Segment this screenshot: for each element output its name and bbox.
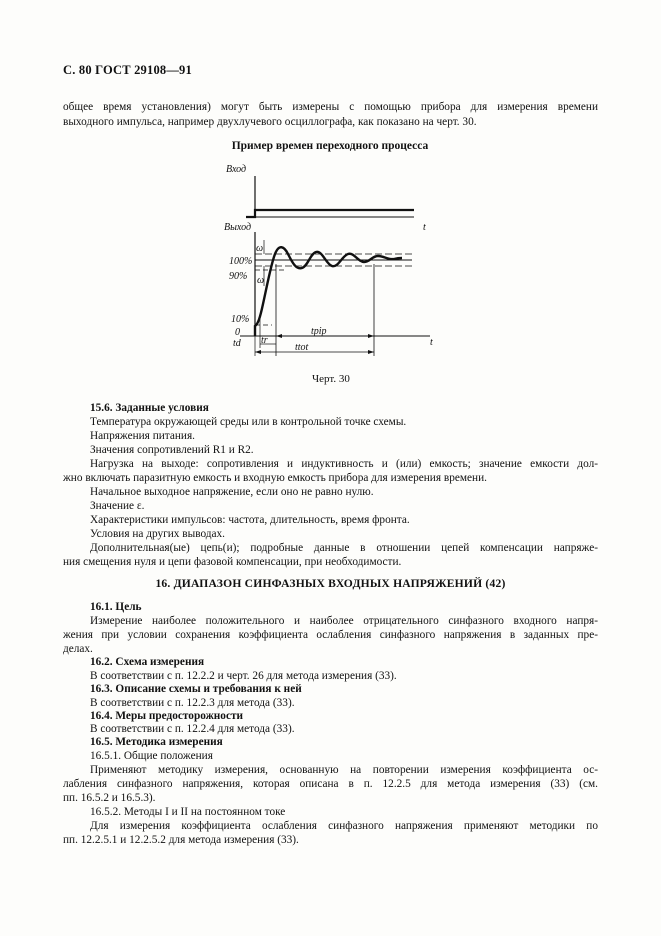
s15-6-line: жно включать паразитную емкость и входную емкость прибора для измерения времени.	[63, 472, 487, 484]
label-90: 90%	[229, 271, 248, 282]
s16-1-title: 16.1. Цель	[90, 601, 142, 613]
input-step	[246, 210, 414, 217]
s16-5-title: 16.5. Методика измерения	[90, 736, 223, 748]
s16-3-title: 16.3. Описание схемы и требования к ней	[90, 683, 302, 695]
output-response-curve	[255, 247, 402, 336]
intro-line-1: общее время установления) могут быть измерены с помощью прибора для измерения времени	[63, 101, 598, 113]
s15-6-line: Характеристики импульсов: частота, длительность, время фронта.	[90, 514, 410, 526]
label-zero: 0	[235, 327, 240, 338]
s15-6-line: Значения сопротивлений R1 и R2.	[90, 444, 254, 456]
s16-5-1-text: Применяют методику измерения, основанную на повторении измерения коэффициента ос-	[90, 764, 598, 776]
label-t-output: t	[430, 337, 433, 348]
transient-figure	[216, 158, 446, 380]
s16-2-text: В соответствии с п. 12.2.2 и черт. 26 для метода измерения (33).	[90, 670, 397, 682]
label-omega-mid: ω	[257, 275, 265, 286]
s15-6-line: ния смещения нуля и цепи фазовой компенсации, при необходимости.	[63, 556, 402, 568]
label-100: 100%	[229, 256, 253, 267]
s15-6-line: Дополнительная(ые) цепь(и); подробные данные в отношении цепей компенсации напряже-	[90, 542, 598, 554]
label-input: Вход	[226, 164, 247, 175]
s15-6-line: Начальное выходное напряжение, если оно не равно нулю.	[90, 486, 374, 498]
s16-1-text: Измерение наиболее положительного и наиболее отрицательного синфазного входного напря-	[90, 615, 598, 627]
label-t-input: t	[423, 222, 426, 233]
s15-6-line: Условия на других выводах.	[90, 528, 226, 540]
s16-3-text: В соответствии с п. 12.2.3 для метода (33).	[90, 697, 295, 709]
s16-5-1-text: лабления синфазного напряжения, которая описана в п. 12.2.5 для метода измерения (33) (см.	[63, 778, 598, 790]
s16-5-2-title: 16.5.2. Методы I и II на постоянном токе	[90, 806, 286, 818]
s16-5-2-text: Для измерения коэффициента ослабления синфазного напряжения применяют методики по	[90, 820, 598, 832]
s15-6-title: 15.6. Заданные условия	[90, 402, 209, 414]
label-tr: tr	[261, 335, 268, 346]
s15-6-line: Значение ε.	[90, 500, 145, 512]
s16-5-1-text: пп. 16.5.2 и 16.5.3).	[63, 792, 156, 804]
label-td: td	[233, 338, 241, 349]
label-10: 10%	[231, 314, 250, 325]
label-output: Выход	[224, 222, 251, 233]
s16-title: 16. ДИАПАЗОН СИНФАЗНЫХ ВХОДНЫХ НАПРЯЖЕНИЙ (42)	[155, 577, 506, 590]
figure-title: Пример времен переходного процесса	[231, 140, 429, 152]
s16-4-title: 16.4. Меры предосторожности	[90, 710, 244, 722]
intro-line-2: выходного импульса, например двухлучевого осциллографа, как показано на черт. 30.	[63, 116, 477, 128]
s16-1-text: делах.	[63, 643, 93, 655]
label-ttot: ttot	[295, 342, 309, 353]
s15-6-line: Нагрузка на выходе: сопротивления и индуктивность и (или) емкость; значение емкости дол-	[90, 458, 598, 470]
s15-6-line: Температура окружающей среды или в контрольной точке схемы.	[90, 416, 407, 428]
s16-5-1-title: 16.5.1. Общие положения	[90, 750, 213, 762]
s16-5-2-text: пп. 12.2.5.1 и 12.2.5.2 для метода измерения (33).	[63, 834, 299, 846]
s16-2-title: 16.2. Схема измерения	[90, 656, 205, 668]
label-omega-top: ω	[256, 243, 264, 254]
s16-1-text: жения при условии сохранения коэффициента ослабления синфазного напряжения в заданных пре-	[63, 629, 598, 641]
label-tpip: tpip	[311, 326, 327, 337]
figure-caption: Черт. 30	[312, 373, 350, 385]
page-header: С. 80 ГОСТ 29108—91	[63, 63, 192, 77]
s16-4-text: В соответствии с п. 12.2.4 для метода (33).	[90, 723, 295, 735]
s15-6-line: Напряжения питания.	[90, 430, 195, 442]
